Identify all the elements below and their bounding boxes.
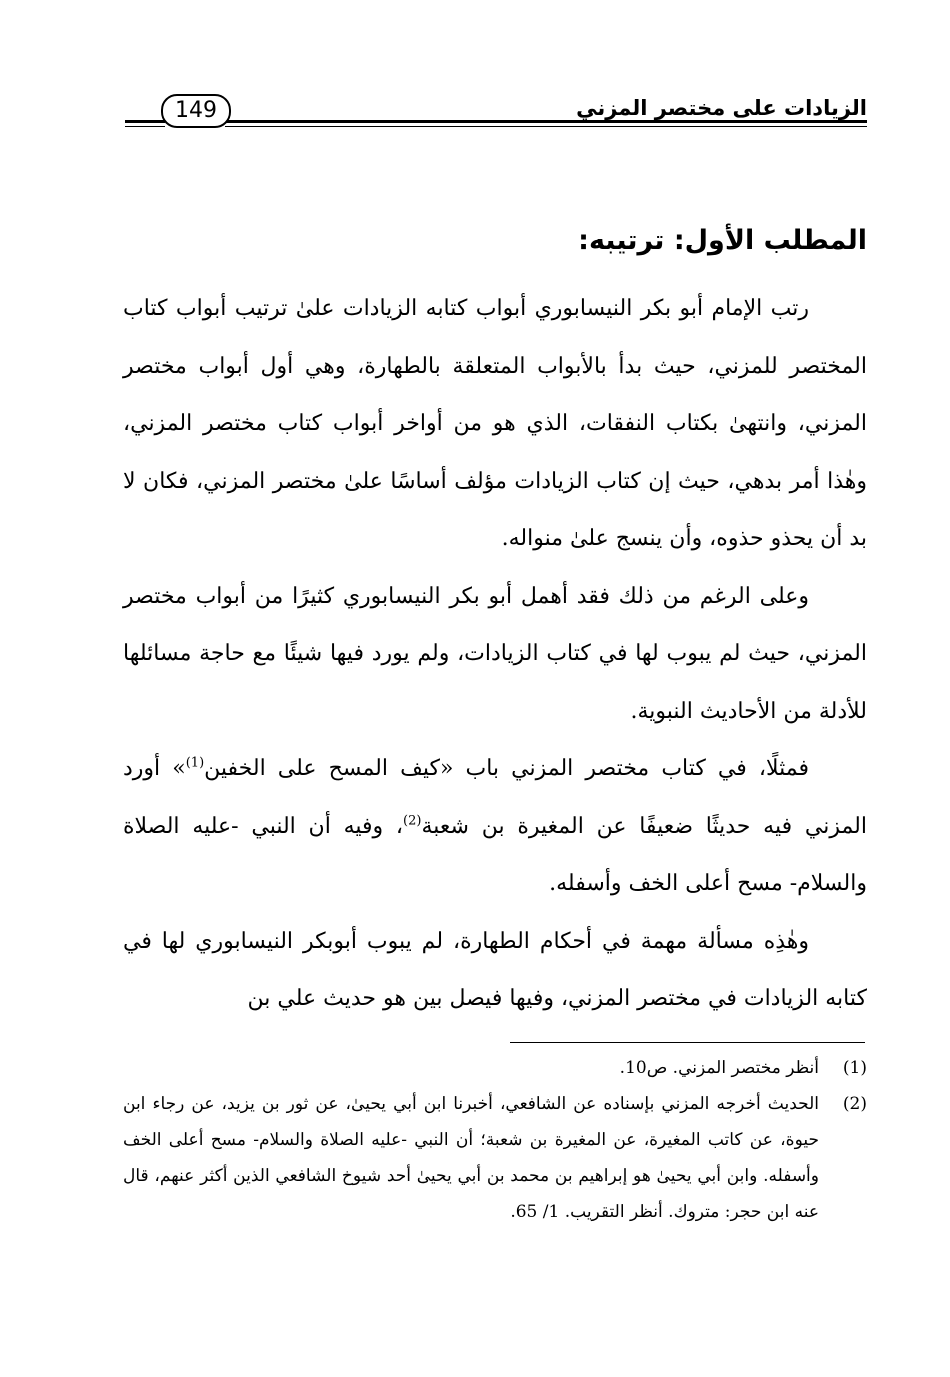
footnote-ref-1: (1) [185,755,205,771]
paragraph-importance: وهٰذِه مسألة مهمة في أحكام الطهارة، لم يبوب أبوبكر النيسابوري لها في كتابه الزيادات في مختصر المزني، وفيها فيصل بين هو حديث علي بن [123,928,867,1011]
header-rule-thin [225,126,867,127]
running-header [125,90,867,134]
footnotes [123,1050,867,1230]
paragraph-omissions: وعلى الرغم من ذلك فقد أهمل أبو بكر النيسابوري كثيرًا من أبواب مختصر المزني، حيث لم يبوب لها في كتاب الزيادات، ولم يورد فيها شيئًا مع حاجة مسائلها للأدلة من الأحاديث النبوية. [123,583,867,724]
section-heading: المطلب الأول: ترتيبه: [578,225,867,256]
example-text-3: ، وفيه أن النبي -عليه الصلاة والسلام- مسح أعلى الخف وأسفله. [123,813,867,896]
header-rule-left-thin [125,126,165,127]
paragraph-ordering: رتب الإمام أبو بكر النيسابوري أبواب كتابه الزيادات علىٰ ترتيب أبواب كتاب المختصر للمزني، حيث بدأ بالأبواب المتعلقة بالطهارة، وهي أول أبواب مختصر المزني، وانتهىٰ بكتاب النفقات، الذي هو من أواخر أبواب كتاب مختصر المزني، وهٰذا أمر بدهي، حيث إن كتاب الزيادات مؤلف أساسًا علىٰ مختصر المزني، فكان لا بد أن يحذو حذوه، وأن ينسج علىٰ منواله. [123,296,867,551]
example-text-1: فمثلًا، في كتاب مختصر المزني باب «كيف المسح على الخفين [204,756,809,781]
example-text-2: » أورد المزني فيه حديثًا ضعيفًا عن المغيرة بن شعبة [123,756,867,839]
footnote-ref-2: (2) [403,813,422,829]
footnote-2 [123,1086,867,1230]
footnote-number: (2) [842,1094,867,1114]
paragraph-example [123,740,867,913]
page-number: 149 [161,94,231,128]
footnote-text: أنظر مختصر المزني. ص10. [619,1058,819,1078]
main-text [123,220,867,1028]
footnote-number: (1) [842,1058,867,1078]
header-title: الزيادات على مختصر المزني [576,96,867,120]
header-rule-left-thick [125,120,165,123]
footnote-separator [510,1042,865,1043]
footnote-text: الحديث أخرجه المزني بإسناده عن الشافعي، أخبرنا ابن أبي يحيىٰ، عن ثور بن يزيد، عن رجاء ابن حيوة، عن كاتب المغيرة، عن المغيرة بن شعبة؛ أن النبي -عليه الصلاة والسلام- مسح أعلى الخف وأسفله. وابن أبي يحيىٰ هو إبراهيم بن محمد بن أبي يحيىٰ أحد شيوخ الشافعي الذين أكثر عنهم، قال عنه ابن حجر: متروك. أنظر التقريب. 1/ 65. [123,1094,819,1222]
footnote-1 [123,1050,867,1086]
header-rule-thick [225,120,867,123]
